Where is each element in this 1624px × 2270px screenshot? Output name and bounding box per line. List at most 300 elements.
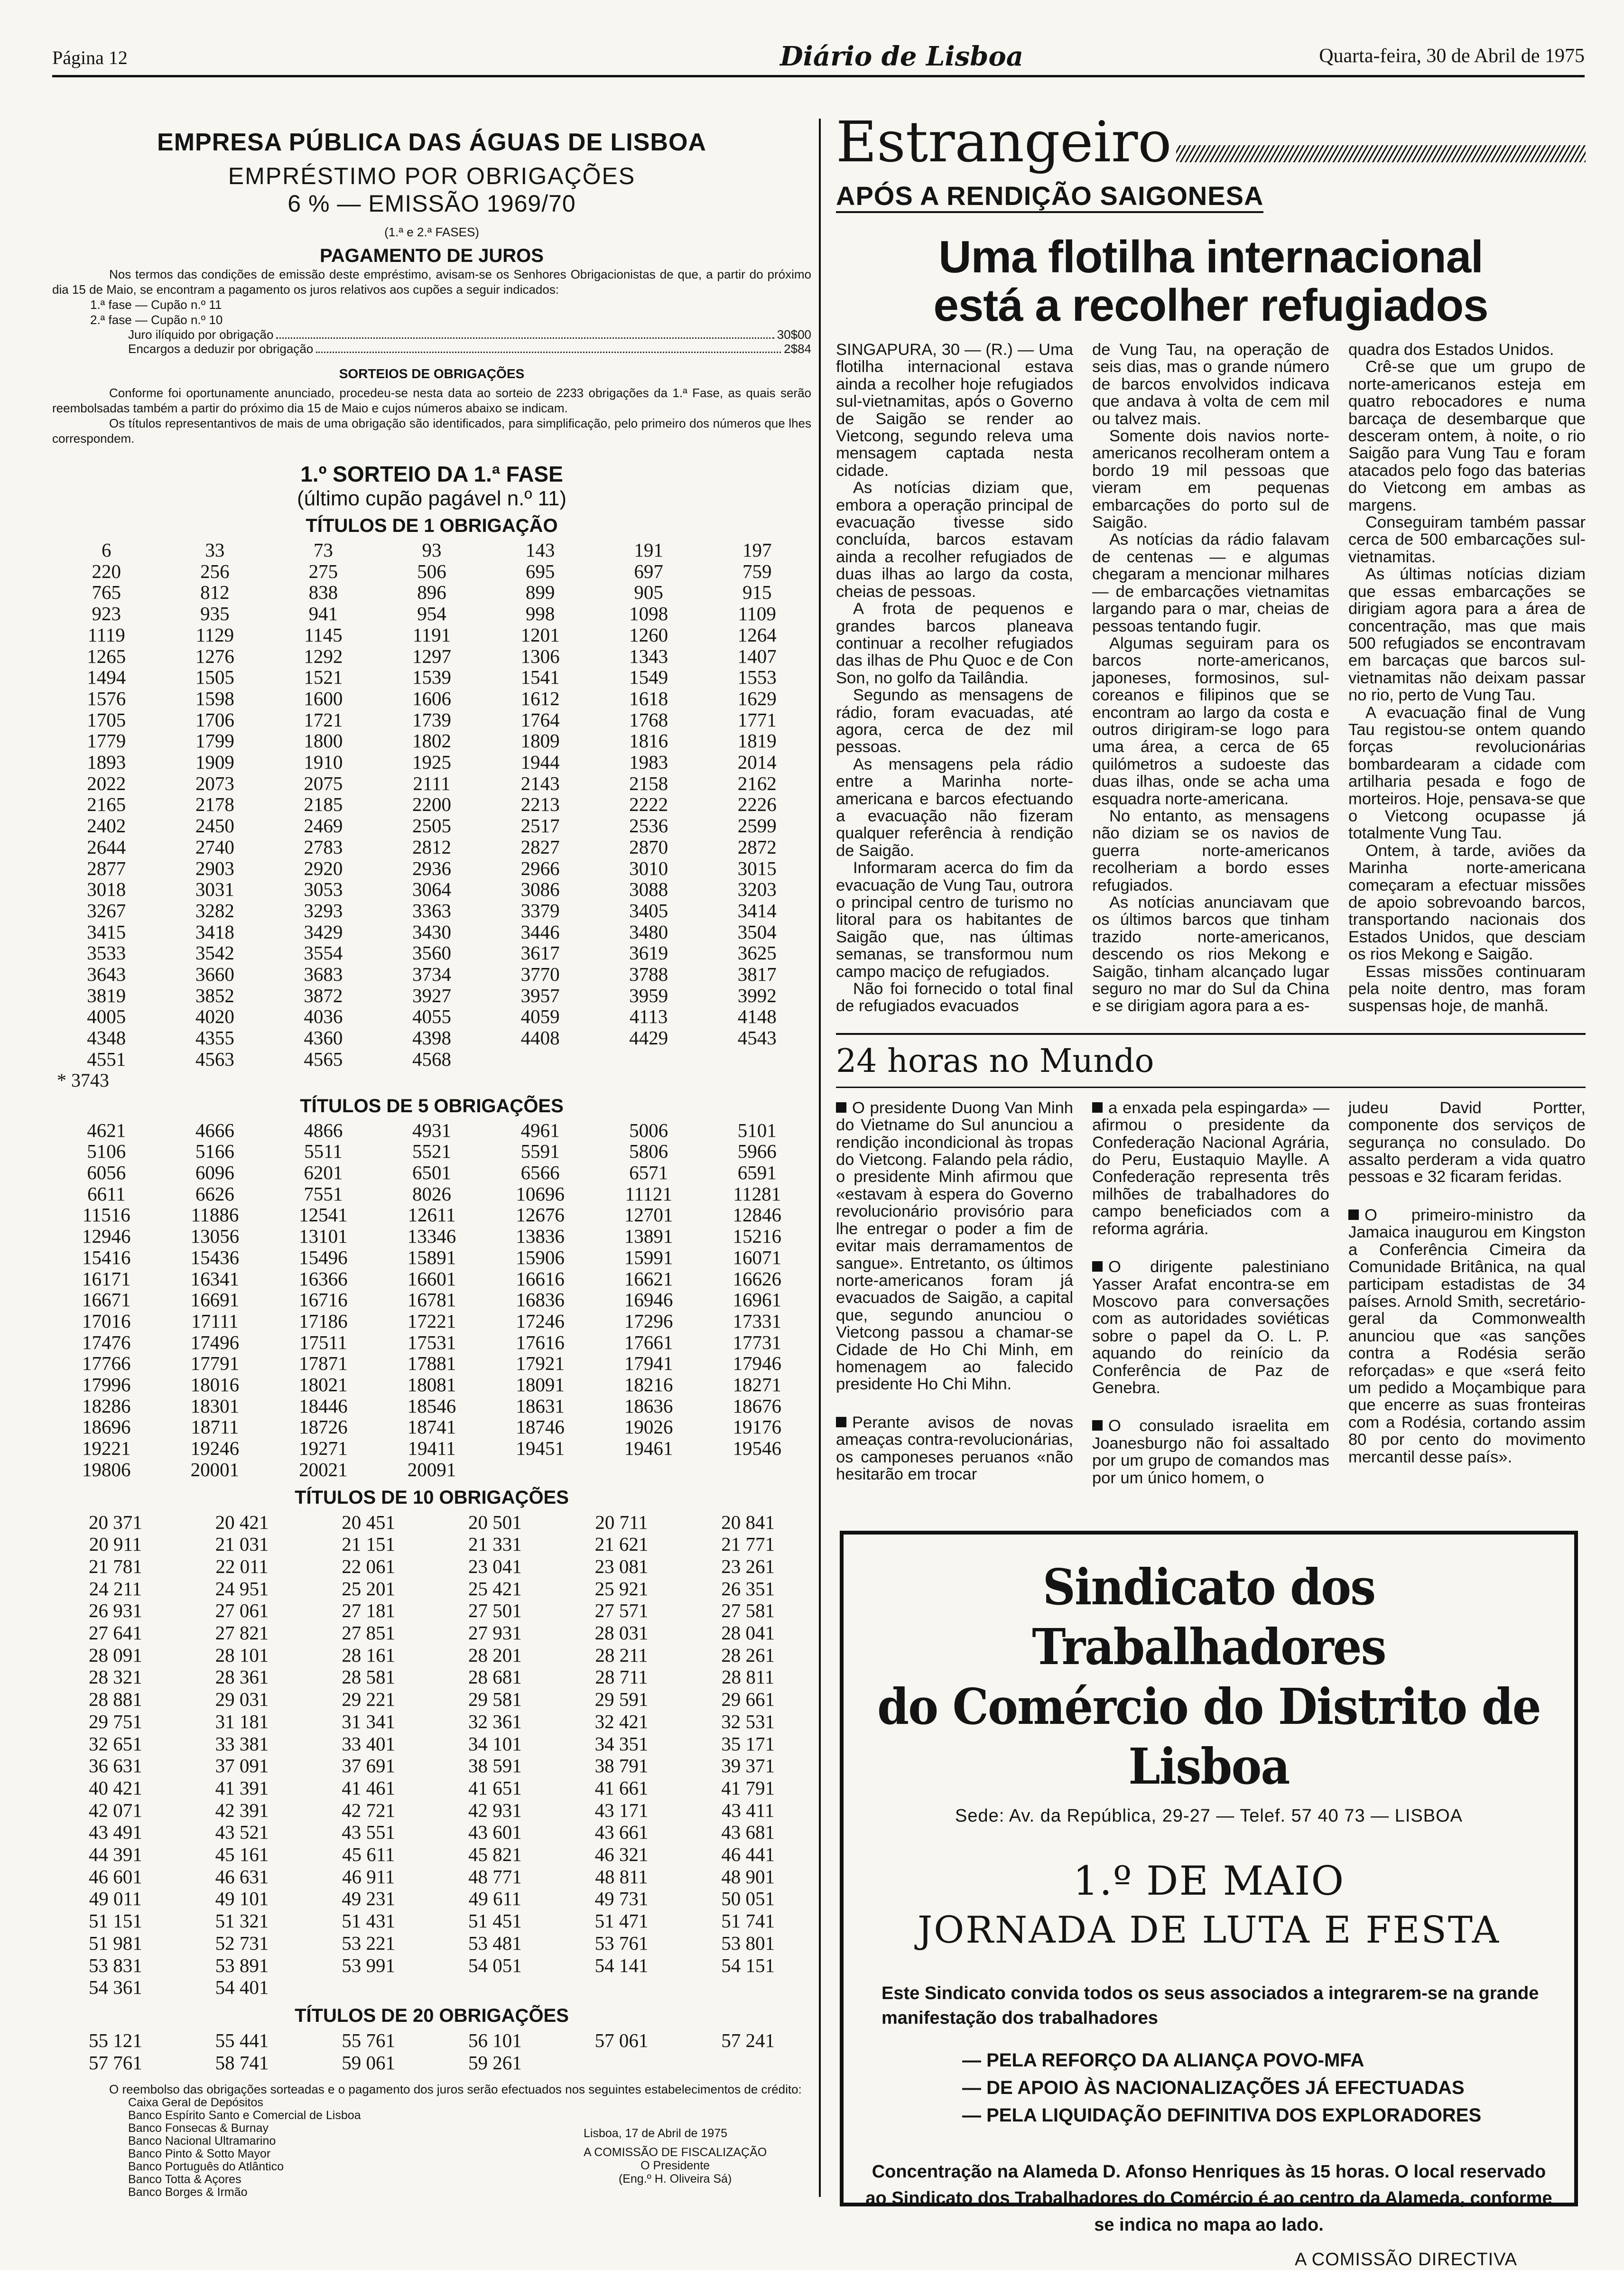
bond-number: 3560 bbox=[412, 942, 451, 964]
bond-number: 23 261 bbox=[721, 1555, 775, 1577]
bond-number: 54 361 bbox=[88, 1976, 142, 1999]
bond-number: 19176 bbox=[733, 1416, 781, 1438]
bond-number: 26 931 bbox=[88, 1600, 142, 1622]
bond-number: 7551 bbox=[304, 1182, 343, 1205]
paragraph-text: judeu David Portter, componente dos serviços de segurança no consulado. Do assalto perderam a vida quatro pessoas e 32 ficaram feridas. bbox=[1348, 1098, 1586, 1186]
section-rule bbox=[836, 1033, 1586, 1035]
bond-number: 1260 bbox=[629, 623, 668, 646]
charges-value: 2$84 bbox=[784, 342, 811, 356]
bond-number: 46 631 bbox=[215, 1865, 269, 1888]
bond-number: 93 bbox=[422, 539, 442, 561]
bond-number: 2536 bbox=[629, 815, 668, 837]
paragraph bbox=[836, 756, 1073, 859]
bond-number: 40 421 bbox=[88, 1777, 142, 1799]
titles-1-heading: TÍTULOS DE 1 OBRIGAÇÃO bbox=[306, 515, 558, 536]
bond-number: 28 711 bbox=[595, 1666, 648, 1688]
headline-line-2: está a recolher refugiados bbox=[933, 280, 1488, 331]
bond-number: 17921 bbox=[516, 1352, 565, 1375]
demand-item: — PELA REFORÇO DA ALIANÇA POVO-MFA bbox=[962, 2050, 1364, 2071]
bond-number: 941 bbox=[308, 603, 338, 625]
paragraph bbox=[1092, 1417, 1329, 1487]
briefs-column-3 bbox=[1348, 1099, 1586, 1507]
bank-name: Banco Fonsecas & Burnay bbox=[128, 2121, 269, 2135]
bond-number: 3010 bbox=[629, 857, 668, 879]
bond-number: 4113 bbox=[629, 1005, 668, 1028]
bond-number: 3405 bbox=[629, 899, 668, 921]
bond-number: 191 bbox=[634, 539, 663, 561]
bond-number: 53 831 bbox=[88, 1954, 142, 1976]
bond-number: 28 041 bbox=[721, 1622, 775, 1644]
bond-number: 19451 bbox=[516, 1437, 565, 1460]
bond-number: 915 bbox=[742, 581, 772, 604]
bond-number: 29 221 bbox=[342, 1688, 396, 1711]
bond-number: 12676 bbox=[516, 1204, 565, 1226]
bond-number: 58 741 bbox=[215, 2051, 269, 2074]
bond-number: 4429 bbox=[629, 1027, 668, 1049]
bond-number: 4148 bbox=[737, 1005, 777, 1028]
bond-number: 1494 bbox=[87, 666, 126, 688]
bond-number: 28 201 bbox=[468, 1644, 522, 1666]
bond-number: 3504 bbox=[737, 921, 777, 943]
bond-number: 3554 bbox=[304, 942, 343, 964]
briefs-column-2 bbox=[1092, 1099, 1329, 1507]
bond-number: 29 581 bbox=[468, 1688, 522, 1711]
bond-number: 27 851 bbox=[342, 1622, 396, 1644]
bond-number: 6626 bbox=[195, 1182, 234, 1205]
bond-number: 25 421 bbox=[468, 1577, 522, 1600]
bond-number: 20 841 bbox=[721, 1511, 775, 1533]
bond-number: 3619 bbox=[629, 942, 668, 964]
bond-number: 51 981 bbox=[88, 1932, 142, 1954]
bond-number: 2178 bbox=[195, 793, 234, 816]
bond-number: 998 bbox=[525, 603, 555, 625]
bond-number: 1983 bbox=[629, 751, 668, 773]
company-name: EMPRESA PÚBLICA DAS ÁGUAS DE LISBOA bbox=[157, 129, 706, 156]
bond-number: 42 391 bbox=[215, 1799, 269, 1821]
bond-number: 17016 bbox=[82, 1310, 131, 1332]
bond-number: 3053 bbox=[304, 878, 343, 901]
bond-number: 16366 bbox=[299, 1267, 348, 1290]
bond-number: 18746 bbox=[516, 1416, 565, 1438]
bond-number: 57 761 bbox=[88, 2051, 142, 2074]
bond-number: 4961 bbox=[520, 1119, 560, 1141]
bullet-square-icon bbox=[1092, 1261, 1103, 1272]
titles-10-heading: TÍTULOS DE 10 OBRIGAÇÕES bbox=[295, 1487, 569, 1508]
bond-notice bbox=[52, 128, 811, 2199]
bond-number: 1800 bbox=[304, 730, 343, 752]
bond-number: 17731 bbox=[733, 1331, 781, 1353]
paragraph bbox=[1092, 808, 1329, 894]
bond-number: 954 bbox=[417, 603, 446, 625]
bond-number: 5511 bbox=[304, 1140, 343, 1163]
bond-number: 16071 bbox=[733, 1246, 781, 1268]
bond-number: 899 bbox=[525, 581, 555, 604]
bond-number: 13891 bbox=[624, 1225, 673, 1247]
draws-text: Conforme foi oportunamente anunciado, procedeu-se nesta data ao sorteio de 2233 obrigações da 1.ª Fase, as quais serão reembolsadas também a partir do próximo dia 15 de Maio e cujos números abaixo se indicam. bbox=[52, 386, 811, 415]
phase-1-coupon: 1.ª fase — Cupão n.º 11 bbox=[90, 298, 222, 312]
bond-number: 12541 bbox=[299, 1204, 348, 1226]
bond-number: 3088 bbox=[629, 878, 668, 901]
bond-number: 506 bbox=[417, 560, 446, 582]
bond-number: 4866 bbox=[304, 1119, 343, 1141]
section-header bbox=[836, 108, 1586, 175]
bond-number: 17496 bbox=[190, 1331, 240, 1353]
union-name-line-2: do Comércio do Distrito de Lisboa bbox=[877, 1677, 1540, 1796]
bond-number: 48 901 bbox=[721, 1865, 775, 1888]
bond-number: 4360 bbox=[304, 1027, 343, 1049]
bond-number: 1816 bbox=[629, 730, 668, 752]
bond-number: 1618 bbox=[629, 687, 668, 709]
titles-5-heading: TÍTULOS DE 5 OBRIGAÇÕES bbox=[300, 1095, 564, 1116]
bond-number: 3414 bbox=[737, 899, 777, 921]
bond-number: 4020 bbox=[195, 1005, 234, 1028]
bond-number: 55 121 bbox=[88, 2029, 142, 2051]
bond-number: 4398 bbox=[412, 1027, 451, 1049]
bond-number: 18726 bbox=[299, 1416, 348, 1438]
bond-number: 17476 bbox=[82, 1331, 131, 1353]
paragraph-text: As notícias diziam que, embora a operação principal de evacuação tivesse sido concluída, barcos estavam ainda a recolher refugiados de duas ilhas ao largo da costa, cheias de pessoas. bbox=[836, 479, 1073, 601]
bond-number: 18081 bbox=[407, 1374, 456, 1396]
demand-item: — PELA LIQUIDAÇÃO DEFINITIVA DOS EXPLORADORES bbox=[962, 2105, 1482, 2126]
bond-number: 17871 bbox=[299, 1352, 348, 1375]
bond-number: 1606 bbox=[412, 687, 451, 709]
bond-number: 1739 bbox=[412, 708, 451, 731]
paragraph-text: As últimas notícias diziam que essas embarcações se dirigiam agora para a área de concentração, mas que mais 500 refugiados se encontravam em barcaças que barcos sul-vietnamitas não deixam passar no rio, perto de Vung Tau. bbox=[1348, 565, 1586, 705]
bond-number: 3957 bbox=[520, 984, 560, 1006]
bond-number: 43 411 bbox=[722, 1799, 775, 1821]
bond-number: 34 101 bbox=[468, 1732, 522, 1755]
draw-heading: 1.º SORTEIO DA 1.ª FASE bbox=[300, 462, 563, 486]
paragraph-text: Não foi fornecido o total final de refugiados evacuados bbox=[836, 980, 1073, 1015]
bond-number: 51 451 bbox=[468, 1910, 522, 1932]
bond-number: 1265 bbox=[87, 645, 126, 667]
issue-date: Quarta-feira, 30 de Abril de 1975 bbox=[1313, 45, 1585, 67]
bond-number: 2903 bbox=[195, 857, 234, 879]
bond-number: 17996 bbox=[82, 1374, 131, 1396]
demand-item: — DE APOIO ÀS NACIONALIZAÇÕES JÁ EFECTUADAS bbox=[962, 2077, 1465, 2098]
bond-number: 1944 bbox=[520, 751, 560, 773]
bond-number: 19461 bbox=[624, 1437, 673, 1460]
bond-number: 896 bbox=[417, 581, 446, 604]
bond-number: 18676 bbox=[733, 1395, 781, 1417]
bond-number: 16946 bbox=[624, 1289, 673, 1311]
bond-number: 256 bbox=[200, 560, 230, 582]
bond-number: 20091 bbox=[407, 1458, 456, 1480]
bond-number: 42 721 bbox=[342, 1799, 396, 1821]
bond-number: 5806 bbox=[629, 1140, 668, 1163]
titles-5-grid bbox=[52, 1120, 811, 1480]
bond-number: 3015 bbox=[737, 857, 777, 879]
bond-number: 697 bbox=[634, 560, 663, 582]
bond-number: 275 bbox=[308, 560, 338, 582]
bond-number: 27 581 bbox=[721, 1600, 775, 1622]
bond-number: 18016 bbox=[190, 1374, 240, 1396]
bond-number: 3293 bbox=[304, 899, 343, 921]
bond-number: 18711 bbox=[191, 1416, 239, 1438]
bond-number: 28 681 bbox=[468, 1666, 522, 1688]
bond-number: 18286 bbox=[82, 1395, 131, 1417]
bond-number: 15891 bbox=[407, 1246, 456, 1268]
bond-number: 3429 bbox=[304, 921, 343, 943]
bond-number: 56 101 bbox=[468, 2029, 522, 2051]
bond-number: 41 391 bbox=[215, 1777, 269, 1799]
bond-number: 27 571 bbox=[594, 1600, 649, 1622]
bond-number: 1549 bbox=[629, 666, 668, 688]
bond-number: 4565 bbox=[304, 1048, 343, 1070]
bond-number: 4408 bbox=[520, 1027, 560, 1049]
bond-number: 1779 bbox=[87, 730, 126, 752]
loan-title: EMPRÉSTIMO POR OBRIGAÇÕES bbox=[228, 163, 636, 189]
bond-number: 45 611 bbox=[342, 1843, 395, 1866]
bond-number: 17616 bbox=[516, 1331, 565, 1353]
bond-number: 18636 bbox=[624, 1395, 673, 1417]
bond-number: 28 031 bbox=[594, 1622, 649, 1644]
paragraph bbox=[836, 341, 1073, 479]
bond-number: 1521 bbox=[304, 666, 343, 688]
bond-number: 29 751 bbox=[88, 1710, 142, 1732]
headline-line-1: Uma flotilha internacional bbox=[938, 232, 1483, 282]
paragraph-text: O presidente Duong Van Minh do Vietname do Sul anunciou a rendição incondicional às tropas do Vietcong. Falando pela rádio, o presidente Minh afirmou que «estavam à espera do Governo revolucionário provisório para lhe entregar o poder a fim de evitar mais derramamentos de sangue». Entretanto, os últimos norte-americanos foram já evacuados de Saigão, a capital que, segundo anunciou o Vietcong passou a chamar-se Cidade de Ho Chi Minh, em homenagem ao falecido presidente Ho Chi Mihn. bbox=[836, 1098, 1073, 1394]
bond-number: 41 791 bbox=[721, 1777, 775, 1799]
paragraph-text: O consulado israelita em Joanesburgo não foi assaltado por um grupo de comandos mas por um único homem, o bbox=[1092, 1417, 1329, 1487]
bond-number: 13836 bbox=[516, 1225, 565, 1247]
signature-date: Lisboa, 17 de Abril de 1975 bbox=[584, 2127, 728, 2140]
bond-number: 28 321 bbox=[88, 1666, 142, 1688]
bank-name: Caixa Geral de Depósitos bbox=[128, 2096, 263, 2110]
bond-number: 3770 bbox=[520, 963, 560, 986]
bond-number: 2783 bbox=[304, 836, 343, 858]
bond-number: 28 261 bbox=[721, 1644, 775, 1666]
bond-number: 1145 bbox=[304, 623, 343, 646]
bond-number: 2075 bbox=[304, 772, 343, 794]
bond-number: 49 231 bbox=[342, 1888, 396, 1910]
slogan: JORNADA DE LUTA E FESTA bbox=[918, 1909, 1500, 1952]
bond-number: 2222 bbox=[629, 793, 668, 816]
bond-number: 3282 bbox=[195, 899, 234, 921]
bond-number: 43 661 bbox=[594, 1821, 649, 1843]
paragraph-text: A evacuação final de Vung Tau registou-se ontem quando forças revolucionárias bombardearam a cidade com artilharia pesada e fogo de morteiros. Hoje, pensava-se que o Vietcong ocupasse já totalmente Vung Tau. bbox=[1348, 703, 1586, 843]
bond-number: 12946 bbox=[82, 1225, 131, 1247]
bond-number: 17946 bbox=[733, 1352, 781, 1375]
paragraph bbox=[836, 687, 1073, 756]
titles-20-grid bbox=[52, 2029, 811, 2074]
titles-1-grid bbox=[52, 540, 811, 1070]
bond-number: 43 491 bbox=[88, 1821, 142, 1843]
bond-number: 20 421 bbox=[215, 1511, 269, 1533]
union-address: Sede: Av. da República, 29-27 — Telef. 57 40 73 — LISBOA bbox=[955, 1806, 1463, 1826]
paragraph-text: SINGAPURA, 30 — (R.) — Uma flotilha internacional estava ainda a recolher hoje refugiados sul-vietnamitas, após o Governo de Saigão se render ao Vietcong, segundo releva uma mensagem captada nesta cidade. bbox=[836, 341, 1073, 480]
bond-number: 53 991 bbox=[342, 1954, 396, 1976]
bond-number: 32 421 bbox=[594, 1710, 649, 1732]
bond-number: 3203 bbox=[737, 878, 777, 901]
bond-number: 2469 bbox=[304, 815, 343, 837]
bond-number: 3617 bbox=[520, 942, 560, 964]
bond-number: 8026 bbox=[412, 1182, 451, 1205]
bond-number: 6 bbox=[102, 539, 111, 561]
bond-number: 20 711 bbox=[595, 1511, 648, 1533]
bond-number: 2599 bbox=[737, 815, 777, 837]
bond-number: 53 221 bbox=[342, 1932, 396, 1954]
bond-number: 6096 bbox=[195, 1161, 234, 1183]
bond-number: 49 101 bbox=[215, 1888, 269, 1910]
bond-number: 19026 bbox=[624, 1416, 673, 1438]
charges-line bbox=[128, 342, 811, 356]
paragraph bbox=[836, 1099, 1073, 1393]
bond-number: 1191 bbox=[412, 623, 451, 646]
paragraph-text: As mensagens pela rádio entre a Marinha norte-americana e barcos efectuando a evacuação não fizeram qualquer referência à rendição de Saigão. bbox=[836, 755, 1073, 860]
bond-number: 5106 bbox=[87, 1140, 126, 1163]
bond-number: 2517 bbox=[520, 815, 560, 837]
bond-number: 1129 bbox=[195, 623, 234, 646]
bond-number: 46 441 bbox=[721, 1843, 775, 1866]
bond-number: 29 661 bbox=[721, 1688, 775, 1711]
bond-number: 3533 bbox=[87, 942, 126, 964]
bond-number: 3927 bbox=[412, 984, 451, 1006]
bond-number: 759 bbox=[742, 560, 772, 582]
bond-number: 24 951 bbox=[215, 1577, 269, 1600]
bond-number: 20001 bbox=[190, 1458, 240, 1480]
bond-number: 16961 bbox=[733, 1289, 781, 1311]
paragraph-text: Somente dois navios norte-americanos recolheram ontem a bordo 19 mil pessoas que vieram em pequenas embarcações do porto sul de Saigão. bbox=[1092, 427, 1329, 532]
signature-role: O Presidente bbox=[640, 2159, 710, 2172]
bond-number: 5966 bbox=[737, 1140, 777, 1163]
payment-title: PAGAMENTO DE JUROS bbox=[320, 245, 544, 266]
bond-number: 27 061 bbox=[215, 1600, 269, 1622]
paragraph bbox=[1092, 341, 1329, 428]
bond-number: 21 031 bbox=[215, 1533, 269, 1555]
bond-number: 3267 bbox=[87, 899, 126, 921]
bond-number: 1297 bbox=[412, 645, 451, 667]
briefs-column-1 bbox=[836, 1099, 1073, 1507]
bond-number: 54 401 bbox=[215, 1976, 269, 1999]
issue-title: 6 % — EMISSÃO 1969/70 bbox=[288, 190, 576, 217]
bond-number: 20021 bbox=[299, 1458, 348, 1480]
bond-number: 26 351 bbox=[721, 1577, 775, 1600]
draws-text-2: Os títulos representantivos de mais de uma obrigação são identificados, para simplificação, pelo primeiro dos números que lhes correspondem. bbox=[52, 416, 811, 446]
bond-number: 28 811 bbox=[722, 1666, 775, 1688]
bond-number: 1629 bbox=[737, 687, 777, 709]
bond-number: 812 bbox=[200, 581, 230, 604]
bond-number: 32 361 bbox=[468, 1710, 522, 1732]
bond-number: 12701 bbox=[624, 1204, 673, 1226]
bond-number: 1819 bbox=[737, 730, 777, 752]
draw-coupon: (último cupão pagável n.º 11) bbox=[297, 487, 567, 510]
bond-number: 1201 bbox=[520, 623, 560, 646]
bond-number: 25 921 bbox=[594, 1577, 649, 1600]
bond-number: 6591 bbox=[737, 1161, 777, 1183]
bond-number: 22 061 bbox=[342, 1555, 396, 1577]
bond-number: 905 bbox=[634, 581, 663, 604]
bond-number: 2158 bbox=[629, 772, 668, 794]
bond-number: 3379 bbox=[520, 899, 560, 921]
bond-number: 4563 bbox=[195, 1048, 234, 1070]
bond-number: 3992 bbox=[737, 984, 777, 1006]
bond-number: 2022 bbox=[87, 772, 126, 794]
bond-number: 16341 bbox=[190, 1267, 240, 1290]
bond-number: 2165 bbox=[87, 793, 126, 816]
reimburse-text: O reembolso das obrigações sorteadas e o pagamento dos juros serão efectuados nos seguintes estabelecimentos de crédito: bbox=[109, 2082, 802, 2097]
bond-number: 49 611 bbox=[468, 1888, 521, 1910]
bond-number: 43 171 bbox=[594, 1799, 649, 1821]
bond-number: 23 041 bbox=[468, 1555, 522, 1577]
bond-number: 1343 bbox=[629, 645, 668, 667]
bond-number: 5591 bbox=[520, 1140, 560, 1163]
bond-number: 39 371 bbox=[721, 1755, 775, 1777]
bullet-square-icon bbox=[836, 1417, 846, 1427]
bond-number: 27 641 bbox=[88, 1622, 142, 1644]
bond-number: 2870 bbox=[629, 836, 668, 858]
bond-number: 18741 bbox=[407, 1416, 456, 1438]
demands-list bbox=[962, 2047, 1574, 2129]
bond-number: 17531 bbox=[407, 1331, 456, 1353]
bond-number: 1264 bbox=[737, 623, 777, 646]
bond-number: 1909 bbox=[195, 751, 234, 773]
world-briefs bbox=[836, 1099, 1586, 1507]
leader-dots bbox=[316, 352, 781, 353]
bond-number: 10696 bbox=[516, 1182, 565, 1205]
world-rule bbox=[836, 1087, 1586, 1088]
bond-number: 15906 bbox=[516, 1246, 565, 1268]
bond-number: 6566 bbox=[520, 1161, 560, 1183]
paragraph bbox=[1348, 842, 1586, 963]
paragraph bbox=[1092, 635, 1329, 808]
bond-number: 27 821 bbox=[215, 1622, 269, 1644]
bond-number: 1541 bbox=[520, 666, 560, 688]
bond-number: 37 091 bbox=[215, 1755, 269, 1777]
bond-number: 17186 bbox=[299, 1310, 348, 1332]
section-title: Estrangeiro bbox=[836, 109, 1172, 175]
paragraph-text: Conseguiram também passar cerca de 500 embarcações sul-vietnamitas. bbox=[1348, 513, 1586, 566]
union-advertisement bbox=[840, 1531, 1578, 2270]
bond-number: 2402 bbox=[87, 815, 126, 837]
bond-number: 2812 bbox=[412, 836, 451, 858]
bond-number: 18546 bbox=[407, 1395, 456, 1417]
paragraph-text: A frota de pequenos e grandes barcos planeava continuar a recolher refugiados das ilhas de Phu Quoc e de Con Son, no golfo da Tailândia. bbox=[836, 600, 1073, 687]
bond-number: 24 211 bbox=[89, 1577, 142, 1600]
bond-number: 3064 bbox=[412, 878, 451, 901]
bond-number: 2162 bbox=[737, 772, 777, 794]
bond-number: 3086 bbox=[520, 878, 560, 901]
bond-number: 3542 bbox=[195, 942, 234, 964]
bond-number: 3852 bbox=[195, 984, 234, 1006]
bond-number: 52 731 bbox=[215, 1932, 269, 1954]
bond-number: 28 101 bbox=[215, 1644, 269, 1666]
article-column-1 bbox=[836, 341, 1073, 1015]
bond-number: 1771 bbox=[737, 708, 777, 731]
bond-number: 42 931 bbox=[468, 1799, 522, 1821]
bond-number: 11121 bbox=[625, 1182, 672, 1205]
phases-label: (1.ª e 2.ª FASES) bbox=[384, 225, 479, 239]
bond-number: 1109 bbox=[738, 603, 776, 625]
paragraph-text: a enxada pela espingarda» — afirmou o presidente da Confederação Nacional Agrária, do Peru, Eustaquio Maylle. A Confederação representa três milhões de trabalhadores do campo beneficiados com a reforma agrária. bbox=[1092, 1098, 1329, 1238]
paragraph bbox=[836, 980, 1073, 1015]
bond-number: 38 791 bbox=[594, 1755, 649, 1777]
paragraph bbox=[1348, 358, 1586, 514]
bond-number: 2505 bbox=[412, 815, 451, 837]
bond-number: 15991 bbox=[624, 1246, 673, 1268]
bond-number: 17246 bbox=[516, 1310, 565, 1332]
bond-number: 15496 bbox=[299, 1246, 348, 1268]
bond-number: 22 011 bbox=[215, 1555, 269, 1577]
bond-number: 19806 bbox=[82, 1458, 131, 1480]
article-body bbox=[836, 341, 1586, 1015]
bond-number: 36 631 bbox=[88, 1755, 142, 1777]
paragraph bbox=[1348, 704, 1586, 842]
bond-number: 3660 bbox=[195, 963, 234, 986]
leader-dots bbox=[276, 337, 774, 339]
draws-title: SORTEIOS DE OBRIGAÇÕES bbox=[339, 366, 525, 381]
bond-number: 1098 bbox=[629, 603, 668, 625]
